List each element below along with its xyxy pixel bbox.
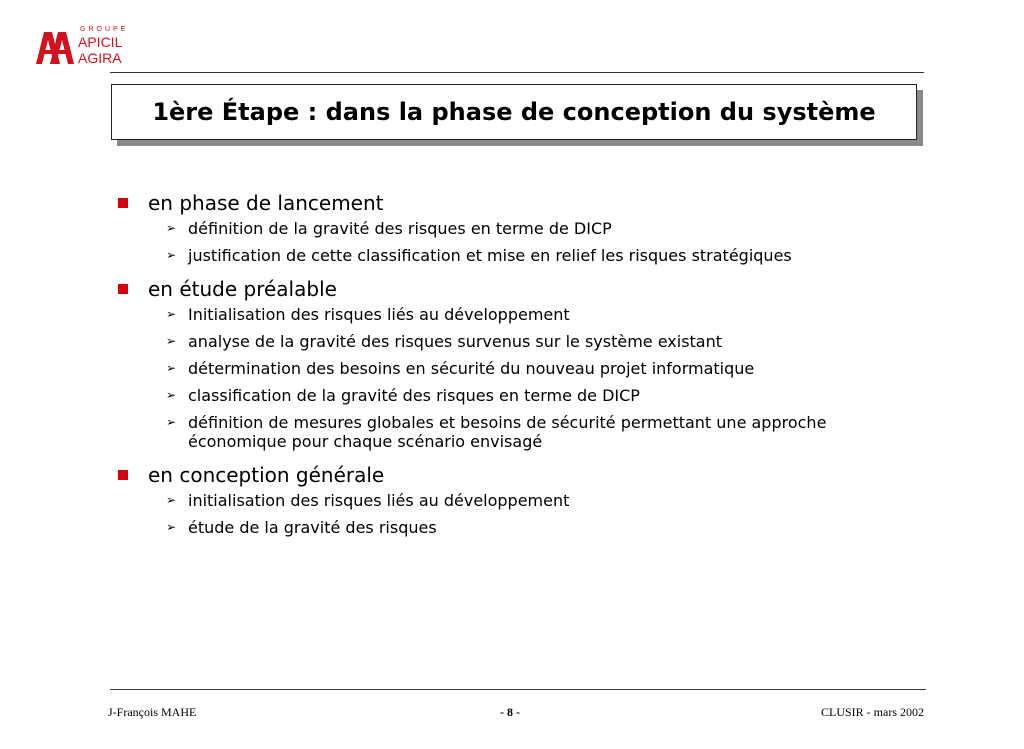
arrow-bullet-icon: ➢: [166, 307, 177, 321]
footer-divider: [110, 689, 926, 690]
section-label: en conception générale: [148, 463, 385, 487]
footer-author: J-François MAHE: [108, 705, 197, 719]
arrow-bullet-icon: ➢: [166, 388, 177, 402]
list-item: [166, 246, 908, 265]
logo-line-1: APICIL: [78, 34, 123, 50]
section-heading: [118, 459, 908, 491]
section-heading: [118, 187, 908, 219]
slide-content: [118, 187, 908, 545]
section-etude-prealable: [118, 273, 908, 451]
sub-list: [118, 491, 908, 537]
section-conception-generale: [118, 459, 908, 537]
list-item: [166, 359, 908, 378]
arrow-bullet-icon: ➢: [166, 493, 177, 507]
list-item-text: définition de mesures globales et besoins de sécurité permettant une approche économique pour chaque scénario envisagé: [188, 413, 827, 451]
section-label: en phase de lancement: [148, 191, 384, 215]
logo-line-2: AGIRA: [78, 50, 122, 66]
arrow-bullet-icon: ➢: [166, 520, 177, 534]
list-item: [166, 491, 908, 510]
list-item: [166, 219, 908, 238]
slide-title: 1ère Étape : dans la phase de conception du système: [152, 98, 876, 126]
arrow-bullet-icon: ➢: [166, 221, 177, 235]
list-item-text: classification de la gravité des risques en terme de DICP: [188, 386, 640, 405]
square-bullet-icon: [118, 470, 128, 480]
header-divider: [110, 72, 924, 73]
list-item-text: définition de la gravité des risques en terme de DICP: [188, 219, 612, 238]
arrow-bullet-icon: ➢: [166, 415, 177, 429]
title-box: [111, 84, 917, 140]
company-logo: [34, 26, 144, 72]
logo-wordmark: [78, 26, 128, 65]
list-item-text: justification de cette classification et mise en relief les risques stratégiques: [188, 246, 792, 265]
arrow-bullet-icon: ➢: [166, 361, 177, 375]
square-bullet-icon: [118, 284, 128, 294]
list-item-text: détermination des besoins en sécurité du nouveau projet informatique: [188, 359, 755, 378]
sub-list: [118, 305, 908, 451]
arrow-bullet-icon: ➢: [166, 248, 177, 262]
list-item-text: étude de la gravité des risques: [188, 518, 437, 537]
list-item: [166, 518, 908, 537]
logo-groupe-text: GROUPE: [80, 26, 129, 33]
section-label: en étude préalable: [148, 277, 337, 301]
section-heading: [118, 273, 908, 305]
list-item-text: initialisation des risques liés au développement: [188, 491, 570, 510]
section-lancement: [118, 187, 908, 265]
list-item-text: Initialisation des risques liés au développement: [188, 305, 570, 324]
sub-list: [118, 219, 908, 265]
list-item-text: analyse de la gravité des risques survenus sur le système existant: [188, 332, 723, 351]
list-item: [166, 305, 908, 324]
logo-mark-icon: [34, 30, 74, 66]
list-item: [166, 413, 908, 451]
footer-event: CLUSIR - mars 2002: [821, 705, 924, 719]
list-item: [166, 332, 908, 351]
list-item: [166, 386, 908, 405]
arrow-bullet-icon: ➢: [166, 334, 177, 348]
square-bullet-icon: [118, 198, 128, 208]
footer-page-number: - 8 -: [500, 705, 520, 719]
